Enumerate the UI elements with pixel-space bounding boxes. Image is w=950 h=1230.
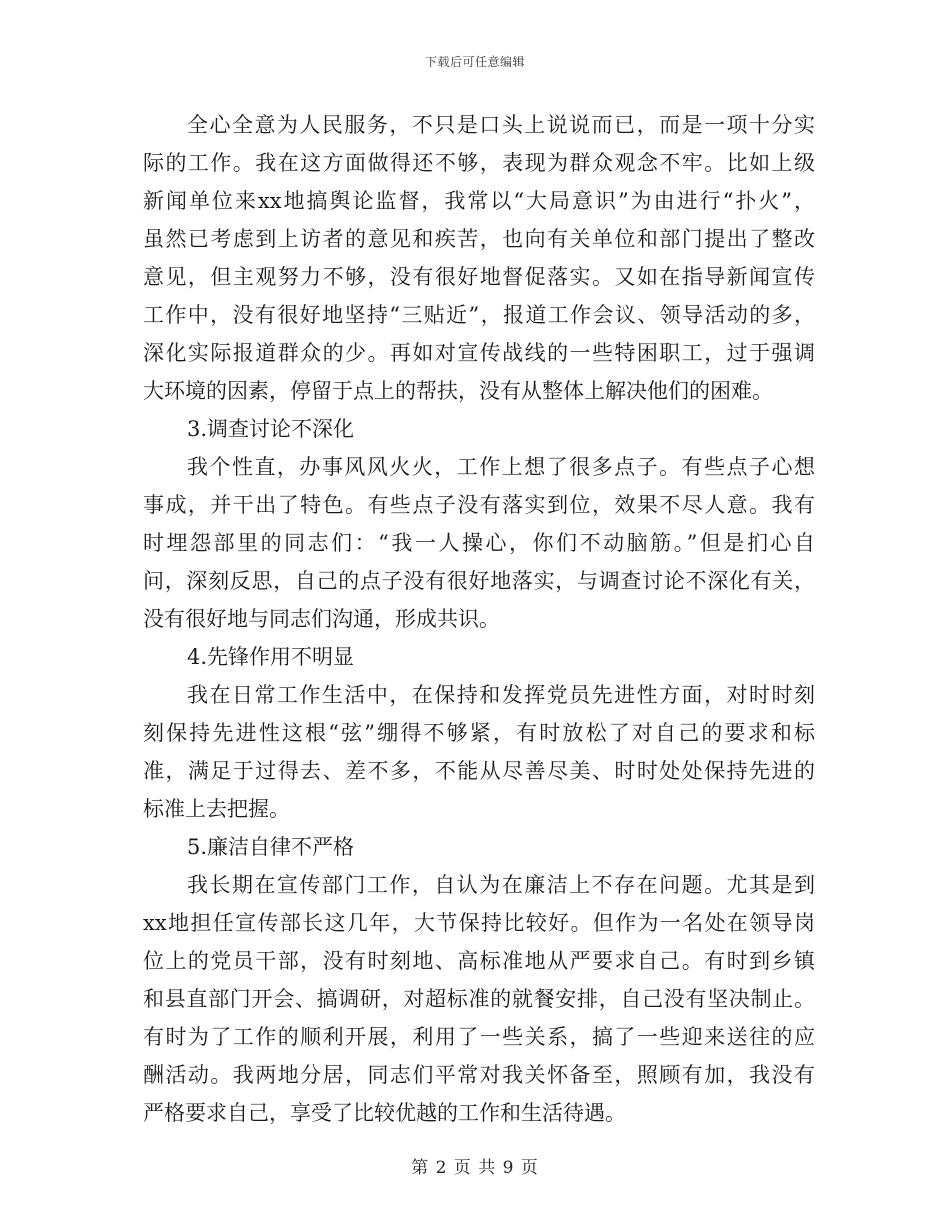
text-line: 深化实际报道群众的少。再如对宣传战线的一些特困职工，过于强调 <box>143 341 815 365</box>
text-line: 事成，并干出了特色。有些点子没有落实到位，效果不尽人意。我有 <box>143 493 815 517</box>
text-line: 和县直部门开会、搞调研，对超标准的就餐安排，自己没有坚决制止。 <box>143 987 815 1011</box>
text-line: 问，深刻反思，自己的点子没有很好地落实，与调查讨论不深化有关， <box>143 569 815 593</box>
text-line: 位上的党员干部，没有时刻地、高标准地从严要求自己。有时到乡镇 <box>143 949 815 973</box>
text-line: 有时为了工作的顺利开展，利用了一些关系，搞了一些迎来送往的应 <box>143 1025 815 1049</box>
text-line: 标准上去把握。 <box>143 797 290 821</box>
text-line: 我长期在宣传部门工作，自认为在廉洁上不存在问题。尤其是到 <box>187 873 815 897</box>
text-line: xx地担任宣传部长这几年，大节保持比较好。但作为一名处在领导岗 <box>143 911 815 935</box>
text-line: 工作中，没有很好地坚持“三贴近”，报道工作会议、领导活动的多， <box>143 303 815 327</box>
text-line: 刻保持先进性这根“弦”绷得不够紧，有时放松了对自己的要求和标 <box>143 721 815 745</box>
text-line: 酬活动。我两地分居，同志们平常对我关怀备至，照顾有加，我没有 <box>143 1063 815 1087</box>
section-heading: 5.廉洁自律不严格 <box>187 835 355 859</box>
page-header: 下载后可任意编辑 <box>424 55 525 69</box>
text-line: 全心全意为人民服务，不只是口头上说说而已，而是一项十分实 <box>187 113 815 137</box>
text-line: 大环境的因素，停留于点上的帮扶，没有从整体上解决他们的困难。 <box>143 379 773 403</box>
text-line: 严格要求自己，享受了比较优越的工作和生活待遇。 <box>143 1101 626 1125</box>
document-body <box>143 106 815 1132</box>
text-line: 没有很好地与同志们沟通，形成共识。 <box>143 607 500 631</box>
section-heading: 3.调查讨论不深化 <box>187 417 355 441</box>
text-line: 我在日常工作生活中，在保持和发挥党员先进性方面，对时时刻 <box>187 683 815 707</box>
text-line: 时埋怨部里的同志们：“我一人操心，你们不动脑筋。”但是扪心自 <box>143 531 815 555</box>
text-line: 意见，但主观努力不够，没有很好地督促落实。又如在指导新闻宣传 <box>143 265 815 289</box>
text-line: 际的工作。我在这方面做得还不够，表现为群众观念不牢。比如上级 <box>143 151 815 175</box>
section-heading: 4.先锋作用不明显 <box>187 645 355 669</box>
text-line: 虽然已考虑到上访者的意见和疾苦，也向有关单位和部门提出了整改 <box>143 227 815 251</box>
text-line: 准，满足于过得去、差不多，不能从尽善尽美、时时处处保持先进的 <box>143 759 815 783</box>
page-number-footer: 第 2 页 共 9 页 <box>411 1158 539 1178</box>
text-line: 我个性直，办事风风火火，工作上想了很多点子。有些点子心想 <box>187 455 815 479</box>
text-line: 新闻单位来xx地搞舆论监督，我常以“大局意识”为由进行“扑火”， <box>143 189 815 213</box>
